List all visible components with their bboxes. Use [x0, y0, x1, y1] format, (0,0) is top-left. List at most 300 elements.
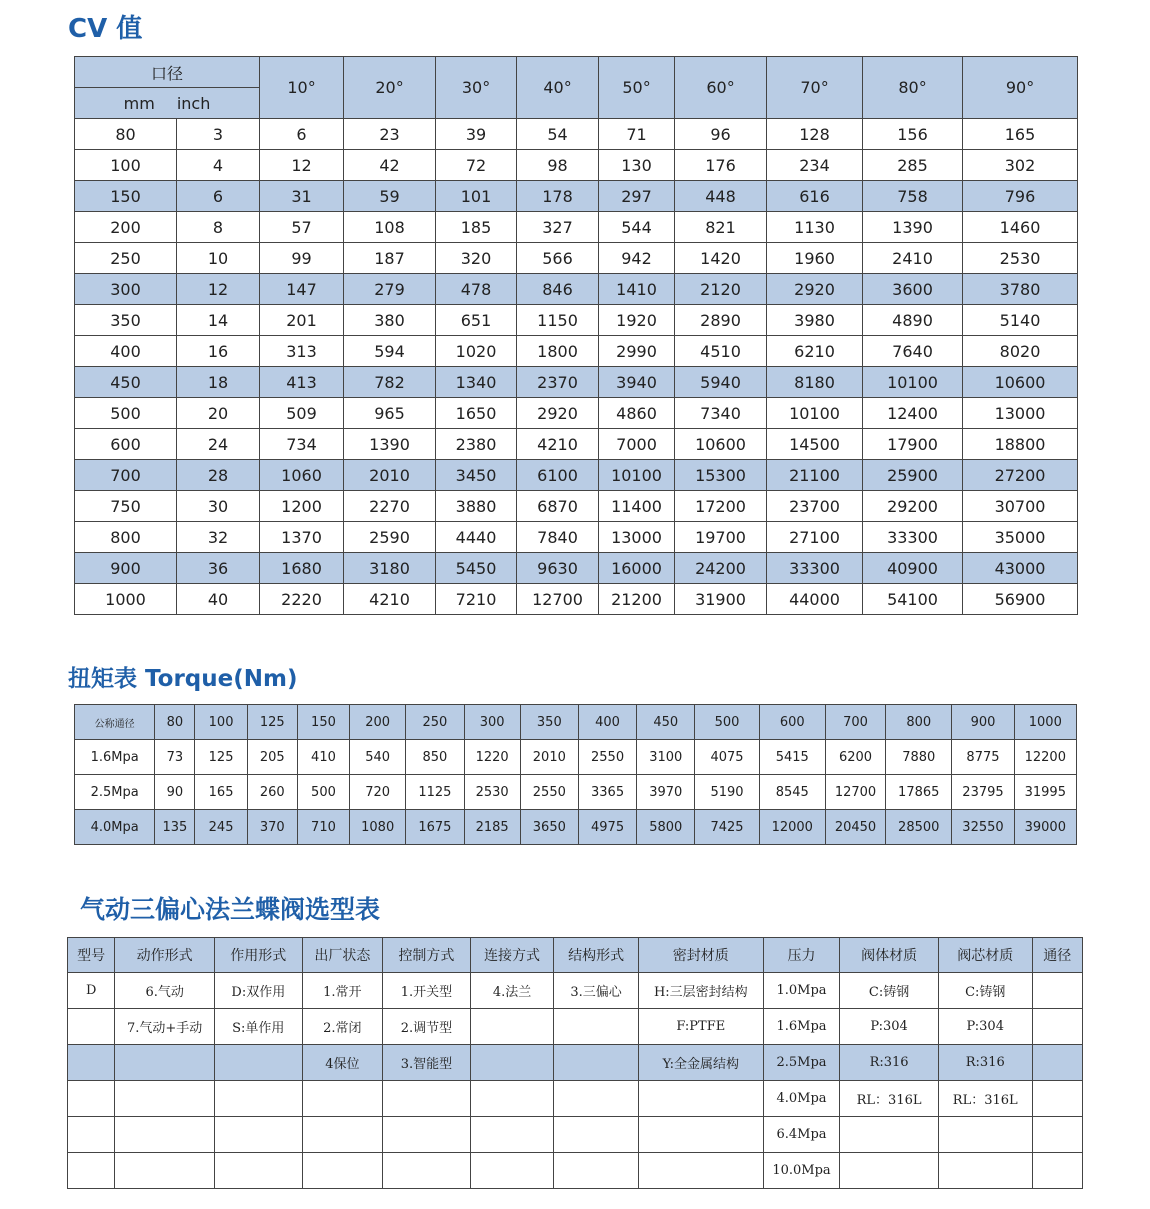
- torque-row: [75, 775, 1077, 810]
- torque-cell: 2185: [464, 810, 520, 845]
- torque-cell: 73: [155, 740, 195, 775]
- selection-cell: R:316: [840, 1045, 939, 1081]
- selection-header-cell: 通径: [1032, 938, 1082, 973]
- cv-cell: 2410: [863, 243, 963, 274]
- selection-cell: [638, 1117, 763, 1153]
- cv-cell: 302: [963, 150, 1078, 181]
- cv-cell: 7840: [517, 522, 599, 553]
- cv-cell: 18: [177, 367, 260, 398]
- cv-header-angle: 90°: [963, 57, 1078, 119]
- torque-cell: 700: [825, 705, 885, 740]
- selection-cell: [115, 1117, 215, 1153]
- torque-row: [75, 740, 1077, 775]
- cv-table-body: [75, 119, 1078, 615]
- cv-cell: 10100: [767, 398, 863, 429]
- cv-row: [75, 367, 1078, 398]
- torque-cell: 100: [195, 705, 247, 740]
- torque-cell: 1675: [406, 810, 464, 845]
- cv-row: [75, 522, 1078, 553]
- torque-cell: 410: [297, 740, 349, 775]
- cv-cell: 1130: [767, 212, 863, 243]
- cv-cell: 156: [863, 119, 963, 150]
- cv-cell: 7340: [675, 398, 767, 429]
- cv-cell: 1420: [675, 243, 767, 274]
- selection-cell: S:单作用: [215, 1009, 303, 1045]
- cv-cell: 2380: [436, 429, 517, 460]
- cv-cell: 27100: [767, 522, 863, 553]
- cv-cell: 1390: [863, 212, 963, 243]
- cv-cell: 101: [436, 181, 517, 212]
- cv-cell: 734: [260, 429, 344, 460]
- selection-cell: [554, 1117, 639, 1153]
- selection-cell: [840, 1153, 939, 1189]
- cv-cell: 942: [599, 243, 675, 274]
- cv-cell: 30700: [963, 491, 1078, 522]
- torque-cell: 23795: [952, 775, 1014, 810]
- torque-cell: 28500: [886, 810, 952, 845]
- selection-cell: [554, 1009, 639, 1045]
- cv-row: [75, 212, 1078, 243]
- cv-table: [74, 56, 1078, 615]
- torque-cell: 12200: [1014, 740, 1076, 775]
- cv-cell: 7000: [599, 429, 675, 460]
- cv-cell: 71: [599, 119, 675, 150]
- cv-cell: 450: [75, 367, 177, 398]
- selection-cell: [638, 1081, 763, 1117]
- cv-cell: 12400: [863, 398, 963, 429]
- cv-cell: 3450: [436, 460, 517, 491]
- selection-header-cell: 动作形式: [115, 938, 215, 973]
- cv-cell: 4510: [675, 336, 767, 367]
- cv-cell: 10600: [963, 367, 1078, 398]
- cv-cell: 33300: [767, 553, 863, 584]
- cv-cell: 130: [599, 150, 675, 181]
- cv-cell: 9630: [517, 553, 599, 584]
- cv-cell: 782: [344, 367, 436, 398]
- cv-cell: 2920: [517, 398, 599, 429]
- cv-cell: 3180: [344, 553, 436, 584]
- selection-cell: [68, 1045, 115, 1081]
- torque-cell: 150: [297, 705, 349, 740]
- selection-cell: P:304: [938, 1009, 1032, 1045]
- torque-cell: 3650: [520, 810, 578, 845]
- selection-cell: D:双作用: [215, 973, 303, 1009]
- selection-cell: [554, 1081, 639, 1117]
- cv-cell: 313: [260, 336, 344, 367]
- cv-cell: 17200: [675, 491, 767, 522]
- selection-header-cell: 压力: [763, 938, 840, 973]
- torque-cell: 3970: [637, 775, 695, 810]
- selection-cell: [840, 1117, 939, 1153]
- torque-table: [74, 704, 1077, 845]
- cv-cell: 3940: [599, 367, 675, 398]
- cv-cell: 1390: [344, 429, 436, 460]
- cv-cell: 8: [177, 212, 260, 243]
- cv-cell: 10100: [599, 460, 675, 491]
- cv-cell: 21200: [599, 584, 675, 615]
- selection-cell: [383, 1081, 471, 1117]
- cv-cell: 846: [517, 274, 599, 305]
- cv-cell: 33300: [863, 522, 963, 553]
- torque-cell: 80: [155, 705, 195, 740]
- cv-cell: 5140: [963, 305, 1078, 336]
- cv-cell: 99: [260, 243, 344, 274]
- selection-cell: H:三层密封结构: [638, 973, 763, 1009]
- cv-row: [75, 119, 1078, 150]
- cv-row: [75, 398, 1078, 429]
- torque-cell: 2.5Mpa: [75, 775, 155, 810]
- selection-cell: [215, 1045, 303, 1081]
- selection-cell: 2.5Mpa: [763, 1045, 840, 1081]
- selection-cell: [68, 1117, 115, 1153]
- torque-cell: 90: [155, 775, 195, 810]
- cv-header-angle: 50°: [599, 57, 675, 119]
- cv-cell: 10600: [675, 429, 767, 460]
- cv-cell: 2220: [260, 584, 344, 615]
- cv-header-angle: 40°: [517, 57, 599, 119]
- selection-cell: 2.调节型: [383, 1009, 471, 1045]
- torque-cell: 3100: [637, 740, 695, 775]
- torque-cell: 公称通径: [75, 705, 155, 740]
- cv-cell: 1920: [599, 305, 675, 336]
- selection-cell: [302, 1153, 383, 1189]
- cv-cell: 54100: [863, 584, 963, 615]
- torque-cell: 17865: [886, 775, 952, 810]
- selection-table-body: [68, 973, 1083, 1189]
- cv-cell: 3880: [436, 491, 517, 522]
- cv-cell: 900: [75, 553, 177, 584]
- selection-header-cell: 阀体材质: [840, 938, 939, 973]
- cv-cell: 57: [260, 212, 344, 243]
- torque-cell: 31995: [1014, 775, 1076, 810]
- cv-cell: 178: [517, 181, 599, 212]
- cv-row: [75, 243, 1078, 274]
- selection-header-cell: 结构形式: [554, 938, 639, 973]
- selection-row: [68, 1045, 1083, 1081]
- selection-cell: 4.0Mpa: [763, 1081, 840, 1117]
- selection-header-cell: 阀芯材质: [938, 938, 1032, 973]
- selection-cell: [68, 1009, 115, 1045]
- cv-cell: 12700: [517, 584, 599, 615]
- cv-cell: 16: [177, 336, 260, 367]
- selection-header-cell: 型号: [68, 938, 115, 973]
- selection-cell: [215, 1081, 303, 1117]
- cv-cell: 40900: [863, 553, 963, 584]
- torque-cell: 5190: [695, 775, 759, 810]
- selection-cell: 10.0Mpa: [763, 1153, 840, 1189]
- cv-cell: 72: [436, 150, 517, 181]
- selection-cell: 6.气动: [115, 973, 215, 1009]
- selection-cell: C:铸钢: [938, 973, 1032, 1009]
- torque-cell: 720: [350, 775, 406, 810]
- torque-cell: 7880: [886, 740, 952, 775]
- cv-cell: 651: [436, 305, 517, 336]
- cv-cell: 54: [517, 119, 599, 150]
- cv-cell: 320: [436, 243, 517, 274]
- torque-cell: 2550: [578, 740, 636, 775]
- selection-cell: [938, 1153, 1032, 1189]
- selection-cell: [1032, 1117, 1082, 1153]
- cv-cell: 800: [75, 522, 177, 553]
- selection-cell: [1032, 1081, 1082, 1117]
- cv-title: CV 值: [68, 14, 143, 44]
- cv-cell: 478: [436, 274, 517, 305]
- cv-cell: 14: [177, 305, 260, 336]
- cv-row: [75, 181, 1078, 212]
- torque-cell: 135: [155, 810, 195, 845]
- selection-cell: 2.常闭: [302, 1009, 383, 1045]
- cv-cell: 165: [963, 119, 1078, 150]
- selection-cell: [470, 1081, 554, 1117]
- cv-cell: 23700: [767, 491, 863, 522]
- cv-row: [75, 336, 1078, 367]
- cv-cell: 18800: [963, 429, 1078, 460]
- cv-cell: 12: [260, 150, 344, 181]
- cv-cell: 2890: [675, 305, 767, 336]
- cv-cell: 2530: [963, 243, 1078, 274]
- torque-cell: 850: [406, 740, 464, 775]
- torque-cell: 710: [297, 810, 349, 845]
- selection-header-cell: 出厂状态: [302, 938, 383, 973]
- cv-cell: 100: [75, 150, 177, 181]
- cv-header-units: [75, 88, 260, 119]
- cv-cell: 96: [675, 119, 767, 150]
- cv-cell: 108: [344, 212, 436, 243]
- cv-cell: 1960: [767, 243, 863, 274]
- selection-cell: [470, 1009, 554, 1045]
- cv-cell: 15300: [675, 460, 767, 491]
- cv-cell: 758: [863, 181, 963, 212]
- torque-cell: 260: [247, 775, 297, 810]
- selection-table: [67, 937, 1083, 1189]
- cv-cell: 40: [177, 584, 260, 615]
- cv-row: [75, 305, 1078, 336]
- cv-cell: 150: [75, 181, 177, 212]
- torque-cell: 900: [952, 705, 1014, 740]
- torque-cell: 1220: [464, 740, 520, 775]
- cv-cell: 1650: [436, 398, 517, 429]
- cv-cell: 56900: [963, 584, 1078, 615]
- cv-cell: 1340: [436, 367, 517, 398]
- cv-cell: 4440: [436, 522, 517, 553]
- cv-cell: 509: [260, 398, 344, 429]
- cv-cell: 31: [260, 181, 344, 212]
- selection-cell: [68, 1153, 115, 1189]
- cv-cell: 30: [177, 491, 260, 522]
- cv-cell: 600: [75, 429, 177, 460]
- cv-cell: 98: [517, 150, 599, 181]
- torque-cell: 125: [195, 740, 247, 775]
- torque-cell: 12700: [825, 775, 885, 810]
- selection-cell: Y:全金属结构: [638, 1045, 763, 1081]
- torque-cell: 350: [520, 705, 578, 740]
- cv-cell: 25900: [863, 460, 963, 491]
- cv-row: [75, 460, 1078, 491]
- torque-cell: 7425: [695, 810, 759, 845]
- torque-cell: 8545: [759, 775, 825, 810]
- cv-header-angle: 20°: [344, 57, 436, 119]
- selection-cell: [68, 1081, 115, 1117]
- cv-cell: 32: [177, 522, 260, 553]
- torque-cell: 400: [578, 705, 636, 740]
- torque-cell: 2530: [464, 775, 520, 810]
- torque-cell: 500: [297, 775, 349, 810]
- torque-cell: 39000: [1014, 810, 1076, 845]
- cv-row: [75, 150, 1078, 181]
- torque-cell: 245: [195, 810, 247, 845]
- cv-cell: 5940: [675, 367, 767, 398]
- cv-cell: 6870: [517, 491, 599, 522]
- cv-row: [75, 553, 1078, 584]
- selection-cell: C:铸钢: [840, 973, 939, 1009]
- cv-cell: 1370: [260, 522, 344, 553]
- cv-cell: 1060: [260, 460, 344, 491]
- cv-cell: 39: [436, 119, 517, 150]
- cv-cell: 7640: [863, 336, 963, 367]
- cv-cell: 250: [75, 243, 177, 274]
- cv-cell: 8020: [963, 336, 1078, 367]
- cv-cell: 10100: [863, 367, 963, 398]
- torque-cell: 800: [886, 705, 952, 740]
- cv-cell: 185: [436, 212, 517, 243]
- torque-cell: 5415: [759, 740, 825, 775]
- cv-cell: 500: [75, 398, 177, 429]
- cv-cell: 2120: [675, 274, 767, 305]
- selection-cell: RL：316L: [938, 1081, 1032, 1117]
- torque-cell: 600: [759, 705, 825, 740]
- cv-cell: 380: [344, 305, 436, 336]
- selection-cell: 1.开关型: [383, 973, 471, 1009]
- torque-cell: 8775: [952, 740, 1014, 775]
- cv-cell: 187: [344, 243, 436, 274]
- selection-cell: [554, 1153, 639, 1189]
- selection-row: [68, 1081, 1083, 1117]
- cv-cell: 4210: [517, 429, 599, 460]
- cv-cell: 285: [863, 150, 963, 181]
- torque-cell: 4975: [578, 810, 636, 845]
- torque-cell: 4.0Mpa: [75, 810, 155, 845]
- cv-header-angle: 60°: [675, 57, 767, 119]
- cv-header-inch: inch: [176, 93, 211, 113]
- torque-cell: 32550: [952, 810, 1014, 845]
- cv-header-mm: mm: [123, 93, 155, 113]
- cv-cell: 327: [517, 212, 599, 243]
- cv-cell: 6100: [517, 460, 599, 491]
- cv-cell: 4: [177, 150, 260, 181]
- cv-cell: 1150: [517, 305, 599, 336]
- cv-header-angle: 10°: [260, 57, 344, 119]
- cv-cell: 2590: [344, 522, 436, 553]
- cv-cell: 27200: [963, 460, 1078, 491]
- cv-row: [75, 429, 1078, 460]
- cv-cell: 350: [75, 305, 177, 336]
- cv-cell: 544: [599, 212, 675, 243]
- torque-cell: 250: [406, 705, 464, 740]
- cv-row: [75, 491, 1078, 522]
- selection-cell: [1032, 1153, 1082, 1189]
- cv-cell: 8180: [767, 367, 863, 398]
- torque-cell: 540: [350, 740, 406, 775]
- selection-cell: [554, 1045, 639, 1081]
- torque-cell: 125: [247, 705, 297, 740]
- torque-cell: 4075: [695, 740, 759, 775]
- selection-cell: 7.气动+手动: [115, 1009, 215, 1045]
- cv-cell: 700: [75, 460, 177, 491]
- cv-cell: 796: [963, 181, 1078, 212]
- cv-header-angle: 70°: [767, 57, 863, 119]
- cv-cell: 176: [675, 150, 767, 181]
- cv-cell: 297: [599, 181, 675, 212]
- cv-cell: 13000: [963, 398, 1078, 429]
- selection-cell: [383, 1117, 471, 1153]
- cv-cell: 3780: [963, 274, 1078, 305]
- selection-cell: [470, 1117, 554, 1153]
- torque-cell: 6200: [825, 740, 885, 775]
- torque-cell: 1.6Mpa: [75, 740, 155, 775]
- torque-title: 扭矩表 Torque(Nm): [68, 666, 298, 692]
- torque-cell: 20450: [825, 810, 885, 845]
- cv-cell: 2920: [767, 274, 863, 305]
- torque-cell: 300: [464, 705, 520, 740]
- cv-row: [75, 584, 1078, 615]
- cv-cell: 1800: [517, 336, 599, 367]
- selection-cell: [215, 1153, 303, 1189]
- selection-cell: [1032, 1045, 1082, 1081]
- selection-header-row: [68, 938, 1083, 973]
- cv-cell: 1680: [260, 553, 344, 584]
- cv-cell: 4890: [863, 305, 963, 336]
- selection-cell: [115, 1153, 215, 1189]
- cv-cell: 16000: [599, 553, 675, 584]
- selection-cell: [1032, 973, 1082, 1009]
- selection-cell: [115, 1081, 215, 1117]
- cv-cell: 80: [75, 119, 177, 150]
- cv-cell: 2370: [517, 367, 599, 398]
- cv-cell: 201: [260, 305, 344, 336]
- cv-cell: 400: [75, 336, 177, 367]
- cv-cell: 413: [260, 367, 344, 398]
- cv-cell: 21100: [767, 460, 863, 491]
- torque-cell: 3365: [578, 775, 636, 810]
- cv-cell: 6: [260, 119, 344, 150]
- selection-cell: [302, 1117, 383, 1153]
- selection-cell: [215, 1117, 303, 1153]
- cv-cell: 2010: [344, 460, 436, 491]
- selection-cell: [115, 1045, 215, 1081]
- selection-cell: [938, 1117, 1032, 1153]
- selection-cell: [638, 1153, 763, 1189]
- cv-cell: 4860: [599, 398, 675, 429]
- cv-cell: 128: [767, 119, 863, 150]
- selection-cell: 3.智能型: [383, 1045, 471, 1081]
- selection-cell: 3.三偏心: [554, 973, 639, 1009]
- cv-cell: 4210: [344, 584, 436, 615]
- cv-cell: 24: [177, 429, 260, 460]
- torque-row: [75, 810, 1077, 845]
- selection-cell: 4保位: [302, 1045, 383, 1081]
- torque-cell: 165: [195, 775, 247, 810]
- torque-cell: 500: [695, 705, 759, 740]
- cv-cell: 7210: [436, 584, 517, 615]
- selection-cell: R:316: [938, 1045, 1032, 1081]
- cv-cell: 12: [177, 274, 260, 305]
- selection-cell: 1.常开: [302, 973, 383, 1009]
- selection-cell: [470, 1153, 554, 1189]
- torque-cell: 200: [350, 705, 406, 740]
- cv-cell: 29200: [863, 491, 963, 522]
- cv-cell: 3: [177, 119, 260, 150]
- cv-cell: 616: [767, 181, 863, 212]
